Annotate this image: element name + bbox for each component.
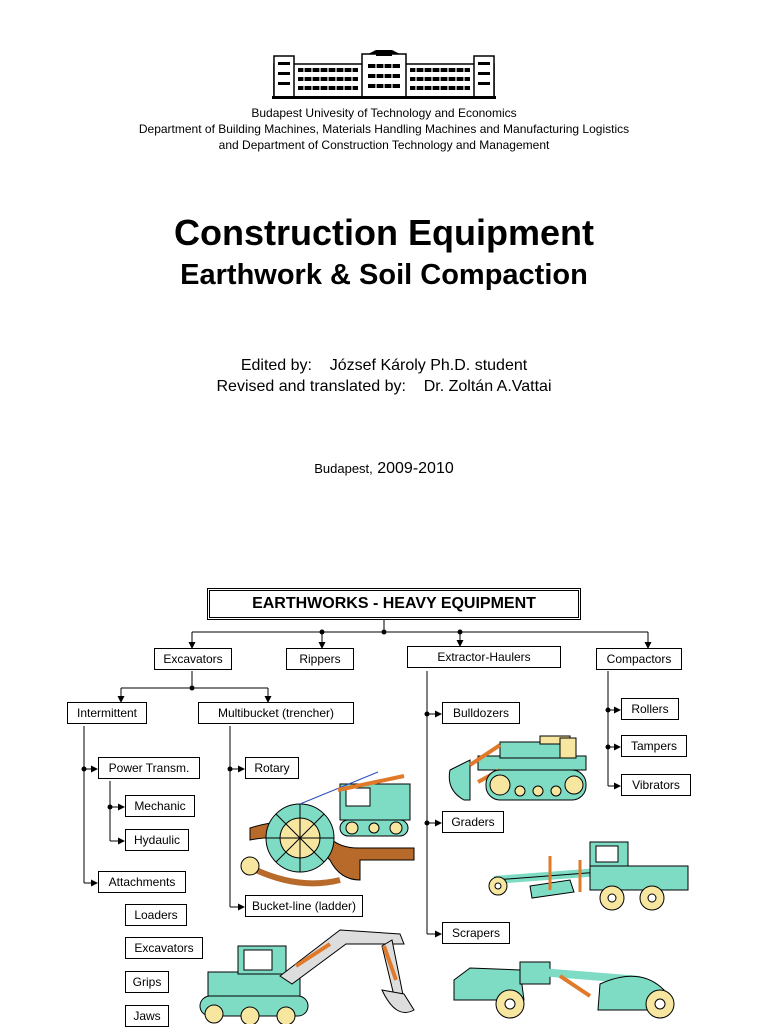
bulldozer-illustration <box>449 736 586 800</box>
edited-by: Edited by: József Károly Ph.D. student <box>240 357 528 374</box>
rotary-trencher-illustration <box>241 772 414 883</box>
diagram-title: EARTHWORKS - HEAVY EQUIPMENT <box>207 588 581 620</box>
node-multibucket: Multibucket (trencher) <box>198 702 354 724</box>
place: Budapest, <box>314 461 373 476</box>
institution-line: Budapest Univesity of Technology and Economics <box>251 106 517 120</box>
department-line: and Department of Construction Technology and Management <box>218 138 550 152</box>
grader-illustration <box>489 842 688 910</box>
years: 2009-2010 <box>377 460 454 477</box>
node-loaders: Loaders <box>125 904 187 926</box>
scraper-illustration <box>454 962 674 1018</box>
node-rippers: Rippers <box>286 648 354 670</box>
node-hydaulic: Hydaulic <box>125 829 189 851</box>
page-title: Construction Equipment <box>174 212 594 253</box>
node-jaws: Jaws <box>125 1005 169 1027</box>
node-grips: Grips <box>125 971 169 993</box>
node-power-transm: Power Transm. <box>98 757 200 779</box>
node-scrapers: Scrapers <box>442 922 510 944</box>
node-mechanic: Mechanic <box>125 795 195 817</box>
node-tampers: Tampers <box>621 735 687 757</box>
node-excavators: Excavators <box>154 648 232 670</box>
node-excavators-attachment: Excavators <box>125 937 203 959</box>
node-graders: Graders <box>442 811 504 833</box>
hydraulic-excavator-illustration <box>200 930 414 1024</box>
node-rotary: Rotary <box>245 757 299 779</box>
node-intermittent: Intermittent <box>67 702 147 724</box>
node-compactors: Compactors <box>596 648 682 670</box>
node-attachments: Attachments <box>98 871 186 893</box>
node-bulldozers: Bulldozers <box>442 702 520 724</box>
node-vibrators: Vibrators <box>621 774 691 796</box>
node-bucket-line: Bucket-line (ladder) <box>245 895 363 917</box>
node-rollers: Rollers <box>621 698 679 720</box>
page-subtitle: Earthwork & Soil Compaction <box>180 259 588 291</box>
department-line: Department of Building Machines, Materials Handling Machines and Manufacturing Logistics <box>138 122 630 136</box>
revised-by: Revised and translated by: Dr. Zoltán A.Vattai <box>216 378 552 395</box>
node-extractor-haulers: Extractor-Haulers <box>407 646 561 668</box>
